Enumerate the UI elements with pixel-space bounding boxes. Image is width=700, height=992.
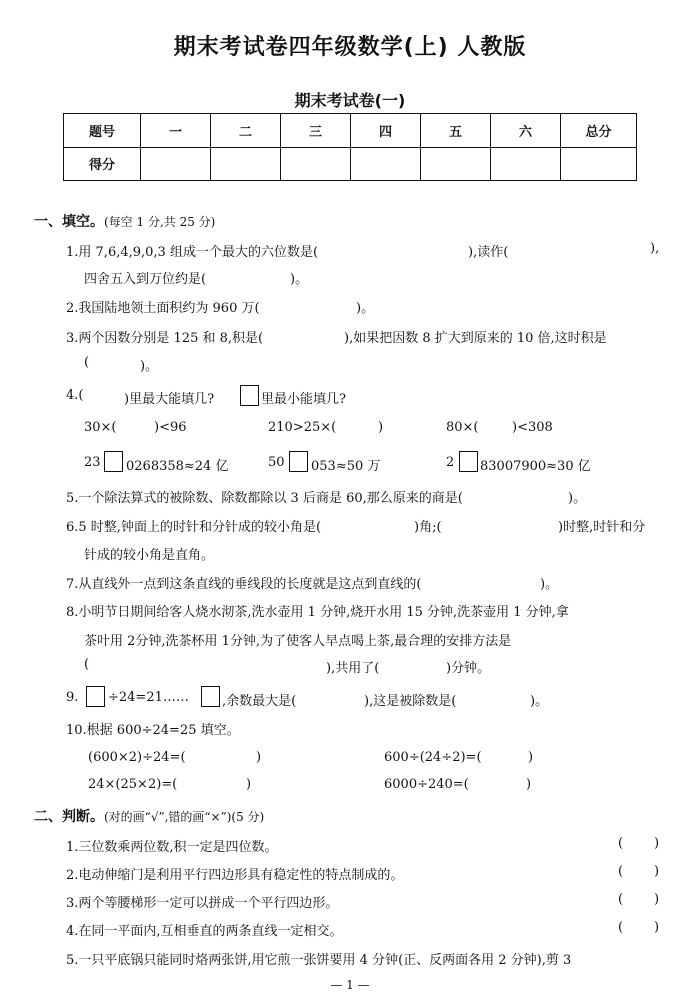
judge-item: 2.电动伸缩门是利用平行四边形具有稳定性的特点制成的。: [66, 868, 404, 883]
q10-title: 10.根据 600÷24=25 填空。: [66, 723, 240, 738]
answer-box[interactable]: [201, 686, 220, 707]
row-label: 得分: [64, 147, 141, 181]
q4-row1-f: )<308: [512, 420, 553, 435]
score-cell[interactable]: [351, 147, 421, 181]
q1-part-e: )。: [290, 272, 309, 287]
q4-row2-a: 23: [84, 455, 101, 470]
q4-row1-a: 30×(: [84, 420, 117, 435]
judge-paren-open: (: [618, 836, 624, 851]
q3-part-a: 3.两个因数分别是 125 和 8,积是(: [66, 331, 264, 346]
header-cell: 五: [421, 114, 491, 148]
q3-part-d: )。: [140, 359, 159, 374]
q3-part-b: ),如果把因数 8 扩大到原来的 10 倍,这时积是: [344, 331, 607, 346]
q4-row2-b: 0268358≈24 亿: [126, 459, 229, 474]
q10-item-b: 600÷(24÷2)=(: [384, 750, 482, 765]
header-cell: 题号: [64, 114, 141, 148]
q5-part-b: )。: [568, 491, 587, 506]
q8-part-b: 茶叶用 2分钟,洗茶杯用 1分钟,为了使客人早点喝上茶,最合理的安排方法是: [84, 634, 512, 649]
judge-item: 3.两个等腰梯形一定可以拼成一个平行四边形。: [66, 896, 339, 911]
header-cell: 六: [491, 114, 561, 148]
q4-row2-f: 83007900≈30 亿: [480, 459, 591, 474]
judge-paren-open: (: [618, 892, 624, 907]
header-cell: 一: [141, 114, 211, 148]
q9-part-a: 9.: [66, 690, 79, 705]
page-number: — 1 —: [330, 978, 370, 992]
q6-part-c: )时整,时针和分: [558, 520, 646, 535]
q9-part-e: )。: [530, 694, 549, 709]
answer-box[interactable]: [104, 451, 123, 472]
q4-part-a: 4.(: [66, 388, 84, 403]
q1-part-d: 四舍五入到万位约是(: [84, 272, 207, 287]
q5-part-a: 5.一个除法算式的被除数、除数都除以 3 后商是 60,那么原来的商是(: [66, 491, 463, 506]
q10-item-a: (600×2)÷24=(: [88, 750, 186, 765]
q10-item-d-close: ): [526, 777, 532, 792]
judge-item: 4.在同一平面内,互相垂直的两条直线一定相交。: [66, 924, 343, 939]
header-cell: 三: [281, 114, 351, 148]
q4-row1-e: 80×(: [446, 420, 479, 435]
judge-paren-open: (: [618, 864, 624, 879]
score-table: [63, 113, 637, 181]
q2-part-b: )。: [356, 301, 375, 316]
section2-heading: [34, 806, 264, 826]
answer-box[interactable]: [86, 686, 105, 707]
q9-part-b: ÷24=21……: [108, 690, 189, 705]
q9-part-c: ,余数最大是(: [222, 694, 297, 709]
q10-item-b-close: ): [528, 750, 534, 765]
q10-item-d: 6000÷240=(: [384, 777, 469, 792]
judge-paren-close[interactable]: ): [654, 864, 660, 879]
section2-title: 二、判断。: [34, 809, 104, 825]
exam-subtitle: 期末考试卷(一): [294, 91, 406, 110]
answer-box[interactable]: [289, 451, 308, 472]
q8-part-d: ),共用了(: [326, 661, 380, 676]
score-cell[interactable]: [491, 147, 561, 181]
q6-part-a: 6.5 时整,钟面上的时针和分针成的较小角是(: [66, 520, 322, 535]
q4-row2-e: 2: [446, 455, 455, 470]
score-cell[interactable]: [561, 147, 637, 181]
q8-part-e: )分钟。: [446, 661, 491, 676]
judge-item: 5.一只平底锅只能同时烙两张饼,用它煎一张饼要用 4 分钟(正、反两面各用 2 分钟),剪 3: [66, 953, 572, 968]
q10-item-a-close: ): [256, 750, 262, 765]
section1-note: (每空 1 分,共 25 分): [104, 215, 216, 229]
score-table-score-row: [64, 147, 637, 181]
judge-paren-close[interactable]: ): [654, 836, 660, 851]
answer-box[interactable]: [459, 451, 478, 472]
score-cell[interactable]: [281, 147, 351, 181]
q10-item-c: 24×(25×2)=(: [88, 777, 178, 792]
score-table-header-row: [64, 114, 637, 148]
q6-part-d: 针成的较小角是直角。: [84, 548, 215, 563]
q8-part-c: (: [84, 657, 90, 672]
q1-part-c: ),: [650, 241, 660, 256]
q1-part-b: ),读作(: [468, 245, 509, 260]
page-title: 期末考试卷四年级数学(上) 人教版: [173, 35, 527, 60]
q4-row1-b: )<96: [154, 420, 187, 435]
judge-paren-close[interactable]: ): [654, 920, 660, 935]
q4-row2-d: 053≈50 万: [311, 459, 381, 474]
q8-part-a: 8.小明节日期间给客人烧水沏茶,洗水壶用 1 分钟,烧开水用 15 分钟,洗茶壶用 1 分钟,拿: [66, 605, 569, 620]
q4-part-b: )里最大能填几?: [124, 392, 215, 407]
q1-part-a: 1.用 7,6,4,9,0,3 组成一个最大的六位数是(: [66, 245, 319, 260]
q4-row2-c: 50: [268, 455, 285, 470]
section1-heading: [34, 211, 215, 231]
q4-row1-c: 210>25×(: [268, 420, 337, 435]
score-cell[interactable]: [211, 147, 281, 181]
q7-part-a: 7.从直线外一点到这条直线的垂线段的长度就是这点到直线的(: [66, 577, 422, 592]
judge-item: 1.三位数乘两位数,积一定是四位数。: [66, 840, 278, 855]
q9-part-d: ),这是被除数是(: [364, 694, 457, 709]
q7-part-b: )。: [540, 577, 559, 592]
section2-note: (对的画“√”,错的画“×”)(5 分): [104, 810, 265, 824]
score-cell[interactable]: [421, 147, 491, 181]
q4-part-c: 里最小能填几?: [261, 392, 346, 407]
header-cell: 四: [351, 114, 421, 148]
q4-row1-d: ): [378, 420, 384, 435]
answer-box[interactable]: [240, 385, 259, 406]
header-cell: 二: [211, 114, 281, 148]
judge-paren-close[interactable]: ): [654, 892, 660, 907]
q2-part-a: 2.我国陆地领土面积约为 960 万(: [66, 301, 260, 316]
q6-part-b: )角;(: [414, 520, 442, 535]
q10-item-c-close: ): [246, 777, 252, 792]
q3-part-c: (: [84, 355, 90, 370]
section1-title: 一、填空。: [34, 214, 104, 230]
judge-paren-open: (: [618, 920, 624, 935]
score-cell[interactable]: [141, 147, 211, 181]
header-cell: 总分: [561, 114, 637, 148]
